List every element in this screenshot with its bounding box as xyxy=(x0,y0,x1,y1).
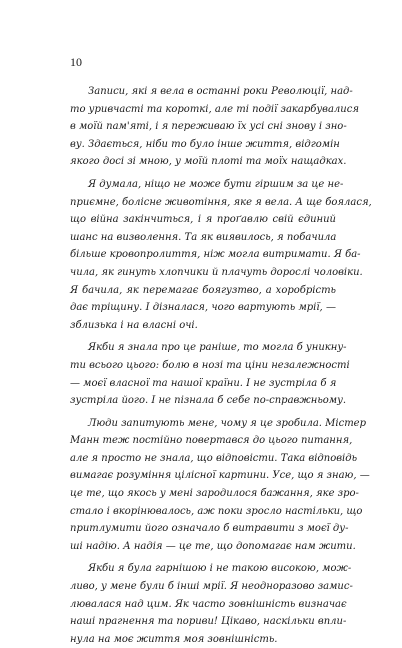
text-line: приємне, болісне животіння, яке я вела. А ще боялася, xyxy=(70,196,372,208)
text-line: нула на моє життя моя зовнішність. xyxy=(70,633,278,645)
page-number: 10 xyxy=(70,55,82,69)
text-line: то уривчасті та короткі, але ті події закарбувалися xyxy=(70,103,359,115)
paragraph-3 xyxy=(70,339,350,409)
text-line: що війна закінчиться, і я проґавлю свій єдиний xyxy=(70,214,336,226)
text-line: Я думала, ніщо не може бути гіршим за це не- xyxy=(88,178,344,190)
text-line: Якби я знала про це раніше, то могла б уникну- xyxy=(88,342,347,354)
text-line: ші надію. А надія — це те, що допомагає нам жити. xyxy=(70,540,356,552)
paragraph-5 xyxy=(70,560,353,648)
text-line: більше кровопролиття, ніж могла витримати. Я ба- xyxy=(70,249,361,261)
text-line: наші прагнення та пориви! Цікаво, наскільки впли- xyxy=(70,616,347,628)
paragraph-2 xyxy=(70,176,372,334)
text-line: ливо, у мене були б інші мрії. Я неодноразово замис- xyxy=(70,581,353,593)
text-line: зблизька і на власні очі. xyxy=(70,319,198,331)
text-line: але я просто не знала, що відповісти. Така відповідь xyxy=(70,452,358,464)
text-line: ти всього цього: болю в нозі та ціни незалежності xyxy=(70,359,350,371)
text-line: Манн теж постійно повертався до цього питання, xyxy=(70,435,353,447)
paragraph-1 xyxy=(70,83,359,171)
body-text xyxy=(70,83,372,648)
text-line: дає тріщину. І дізналася, чого вартують мрії, — xyxy=(70,302,336,314)
text-line: — моєї власної та нашої країни. І не зустріла б я xyxy=(70,377,337,389)
text-line: в моїй пам'яті, і я переживаю їх усі сні знову і зно- xyxy=(70,121,347,133)
text-line: це те, що якось у мені зародилося бажання, яке зро- xyxy=(70,488,359,500)
text-line: шанс на визволення. Та як виявилось, я побачила xyxy=(70,231,337,243)
text-line: притлумити його означало б витравити з моєї ду- xyxy=(70,523,349,535)
text-line: якого досі зі мною, у моїй плоті та моїх нащадках. xyxy=(70,156,347,168)
text-line: зустріла його. І не пізнала б себе по-справжньому. xyxy=(70,395,347,407)
text-line: чила, як гинуть хлопчики й плачуть дорослі чоловіки. xyxy=(70,266,363,278)
text-line: ву. Здається, ніби то було інше життя, відгомін xyxy=(70,138,340,150)
text-line: Якби я була гарнішою і не такою високою, мож- xyxy=(88,563,352,575)
text-line: Записи, які я вела в останні роки Революції, над- xyxy=(88,86,353,97)
text-line: Я бачила, як перемагає боягузтво, а хоробрість xyxy=(70,284,336,296)
paragraph-4 xyxy=(70,415,370,556)
text-line: Люди запитують мене, чому я це зробила. Містер xyxy=(88,417,366,429)
text-line: лювалася над цим. Як часто зовнішність визначає xyxy=(70,598,347,610)
text-line: вимагає розуміння цілісної картини. Усе, що я знаю, — xyxy=(70,470,370,482)
text-line: стало і вкорінювалось, аж поки зросло настільки, що xyxy=(70,505,363,517)
